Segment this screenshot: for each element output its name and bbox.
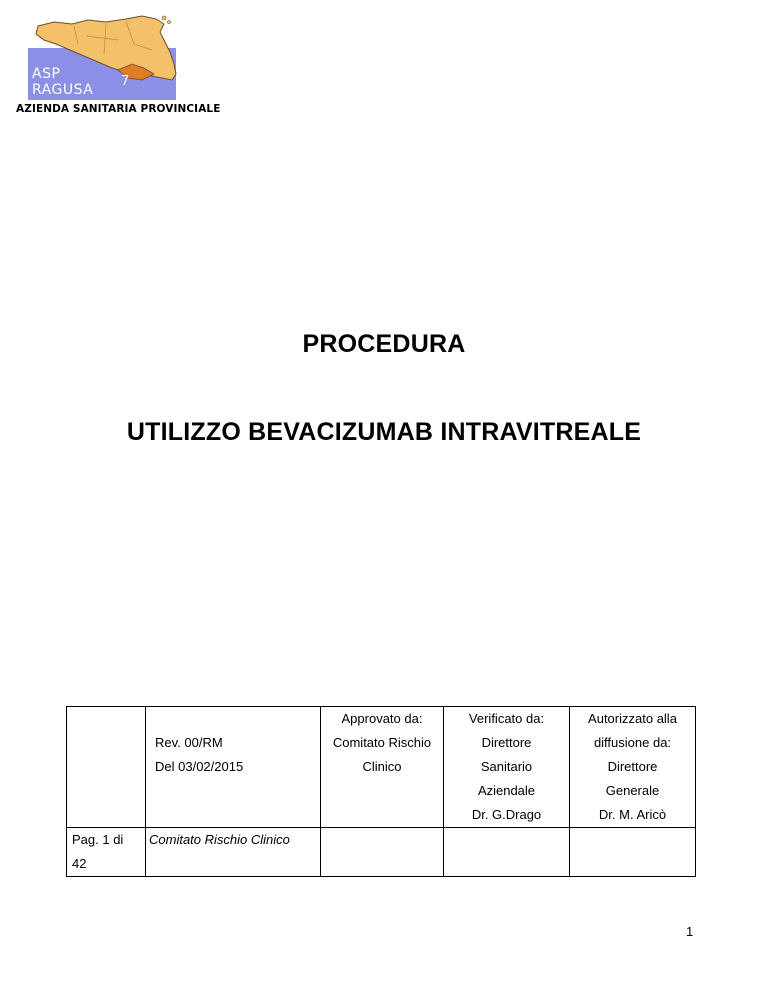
organization-name: AZIENDA SANITARIA PROVINCIALE bbox=[16, 103, 221, 115]
authorized-line: Generale bbox=[605, 783, 660, 798]
verified-line: Sanitario bbox=[480, 759, 533, 774]
page-total: 42 bbox=[72, 856, 87, 871]
approved-line: Comitato Rischio bbox=[332, 735, 432, 750]
revision-text: Rev. 00/RM bbox=[155, 735, 223, 750]
logo-line2: RAGUSA bbox=[32, 82, 94, 98]
authorized-line: Dr. M. Aricò bbox=[598, 807, 667, 822]
logo-number: 7 bbox=[121, 74, 130, 89]
revision-cell bbox=[146, 707, 321, 828]
page-label: Pag. 1 di bbox=[72, 832, 124, 847]
page-number: 1 bbox=[686, 924, 694, 939]
drafted-by-text: Comitato Rischio Clinico bbox=[149, 832, 290, 847]
empty-cell bbox=[570, 828, 696, 877]
table-row bbox=[67, 828, 696, 877]
asp-logo bbox=[14, 14, 221, 118]
empty-cell bbox=[321, 828, 444, 877]
document-subtitle: UTILIZZO BEVACIZUMAB INTRAVITREALE bbox=[126, 418, 642, 446]
verified-cell bbox=[444, 707, 570, 828]
verified-line: Dr. G.Drago bbox=[471, 807, 542, 822]
empty-cell bbox=[444, 828, 570, 877]
logo-text bbox=[32, 66, 93, 98]
document-title: PROCEDURA bbox=[302, 330, 466, 358]
logo-line1: ASP bbox=[32, 66, 61, 82]
verified-line: Direttore bbox=[481, 735, 532, 750]
authorized-line: diffusione da: bbox=[593, 735, 672, 750]
drafted-by-cell bbox=[146, 828, 321, 877]
authorized-line: Direttore bbox=[607, 759, 658, 774]
island-dot bbox=[168, 21, 171, 24]
verified-line: Verificato da: bbox=[468, 711, 545, 726]
revision-date: Del 03/02/2015 bbox=[155, 759, 244, 774]
empty-cell bbox=[67, 707, 146, 828]
approved-line: Approvato da: bbox=[341, 711, 423, 726]
table-row bbox=[67, 707, 696, 828]
authorized-cell bbox=[570, 707, 696, 828]
verified-line: Aziendale bbox=[477, 783, 536, 798]
approved-line: Clinico bbox=[362, 759, 402, 774]
approved-cell bbox=[321, 707, 444, 828]
approval-table bbox=[66, 706, 696, 877]
authorized-line: Autorizzato alla bbox=[588, 711, 677, 726]
page-label-cell bbox=[67, 828, 146, 877]
island-dot bbox=[162, 16, 166, 20]
